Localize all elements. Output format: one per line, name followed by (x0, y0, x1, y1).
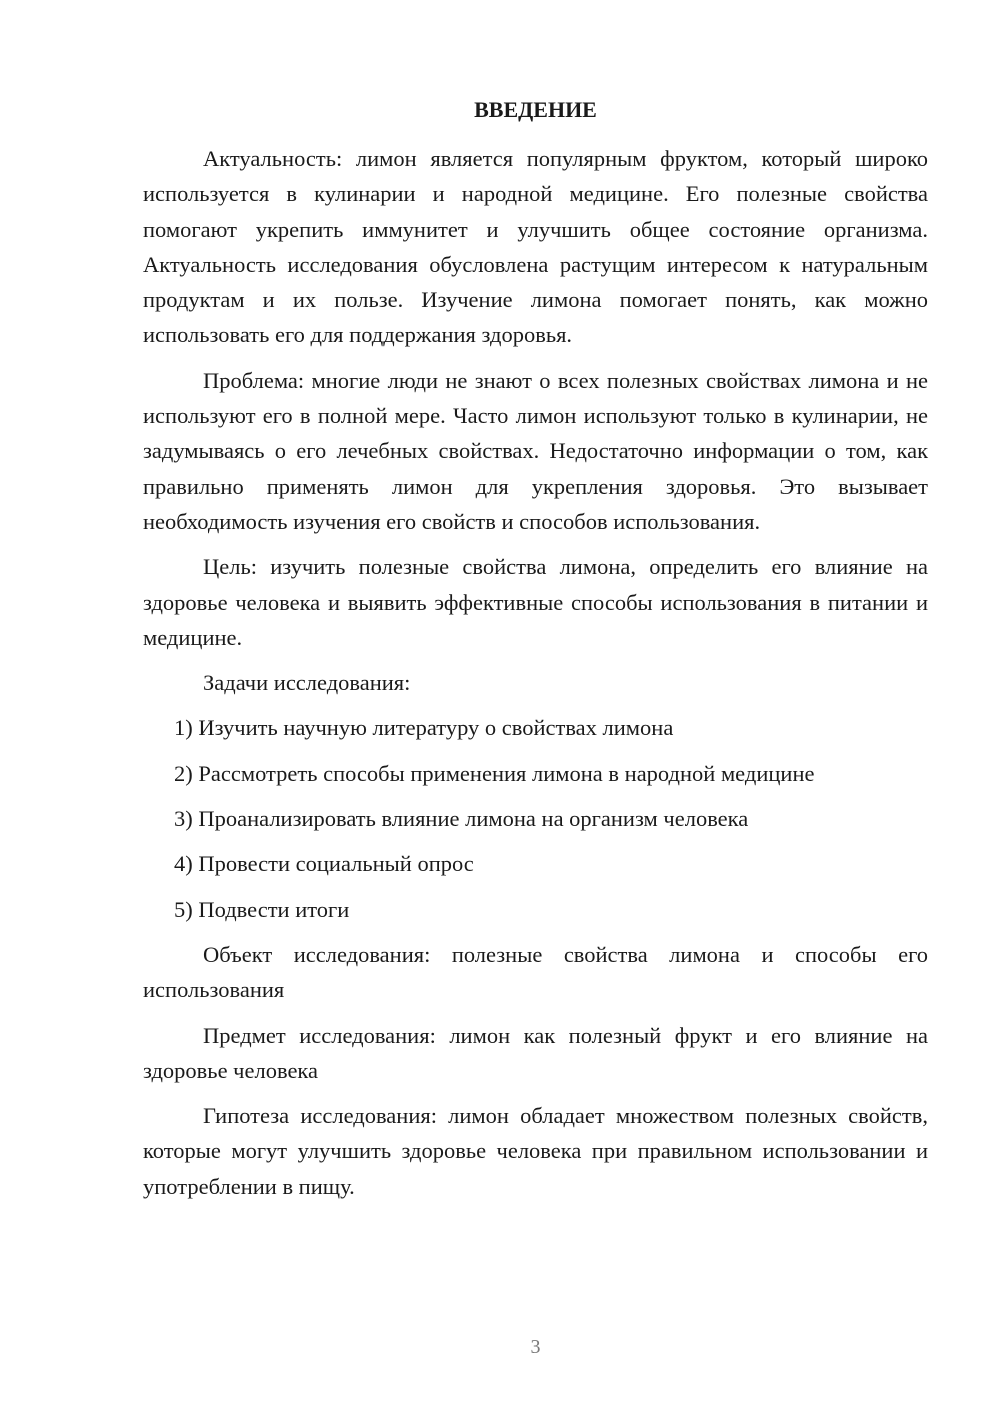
task-item: 1) Изучить научную литературу о свойствах лимона (174, 715, 674, 741)
document-body (143, 141, 928, 1214)
paragraph-object: Объект исследования: полезные свойства лимона и способы его использования (143, 941, 928, 1003)
section-heading: ВВЕДЕНИЕ (474, 97, 597, 122)
document-page (143, 0, 928, 1414)
task-list (143, 710, 928, 926)
task-item: 4) Провести социальный опрос (174, 851, 474, 877)
paragraph-goal: Цель: изучить полезные свойства лимона, определить его влияние на здоровье человека и выявить эффективные способы использования в питании и медицине. (143, 554, 928, 650)
paragraph-relevance: Актуальность: лимон является популярным фруктом, который широко используется в кулинарии и народной медицине. Его полезные свойства помогают укрепить иммунитет и улучшить общее состояние организма. Актуальность исследования обусловлена растущим интересом к натуральным продуктам и их пользе. Изучение лимона помогает понять, как можно использовать его для поддержания здоровья. (143, 146, 928, 348)
tasks-intro: Задачи исследования: (203, 670, 411, 696)
task-item: 3) Проанализировать влияние лимона на организм человека (174, 806, 749, 832)
page-number: 3 (530, 1336, 541, 1358)
task-item: 5) Подвести итоги (174, 896, 350, 922)
task-item: 2) Рассмотреть способы применения лимона в народной медицине (174, 760, 815, 786)
paragraph-problem: Проблема: многие люди не знают о всех полезных свойствах лимона и не используют его в полной мере. Часто лимон используют только в кулинарии, не задумываясь о его лечебных свойствах. Недостаточно информации о том, как правильно применять лимон для укрепления здоровья. Это вызывает необходимость изучения его свойств и способов использования. (143, 367, 928, 534)
paragraph-subject: Предмет исследования: лимон как полезный фрукт и его влияние на здоровье человека (143, 1022, 928, 1083)
paragraph-hypothesis: Гипотеза исследования: лимон обладает множеством полезных свойств, которые могут улучшить здоровье человека при правильном использовании и употреблении в пищу. (143, 1103, 928, 1199)
